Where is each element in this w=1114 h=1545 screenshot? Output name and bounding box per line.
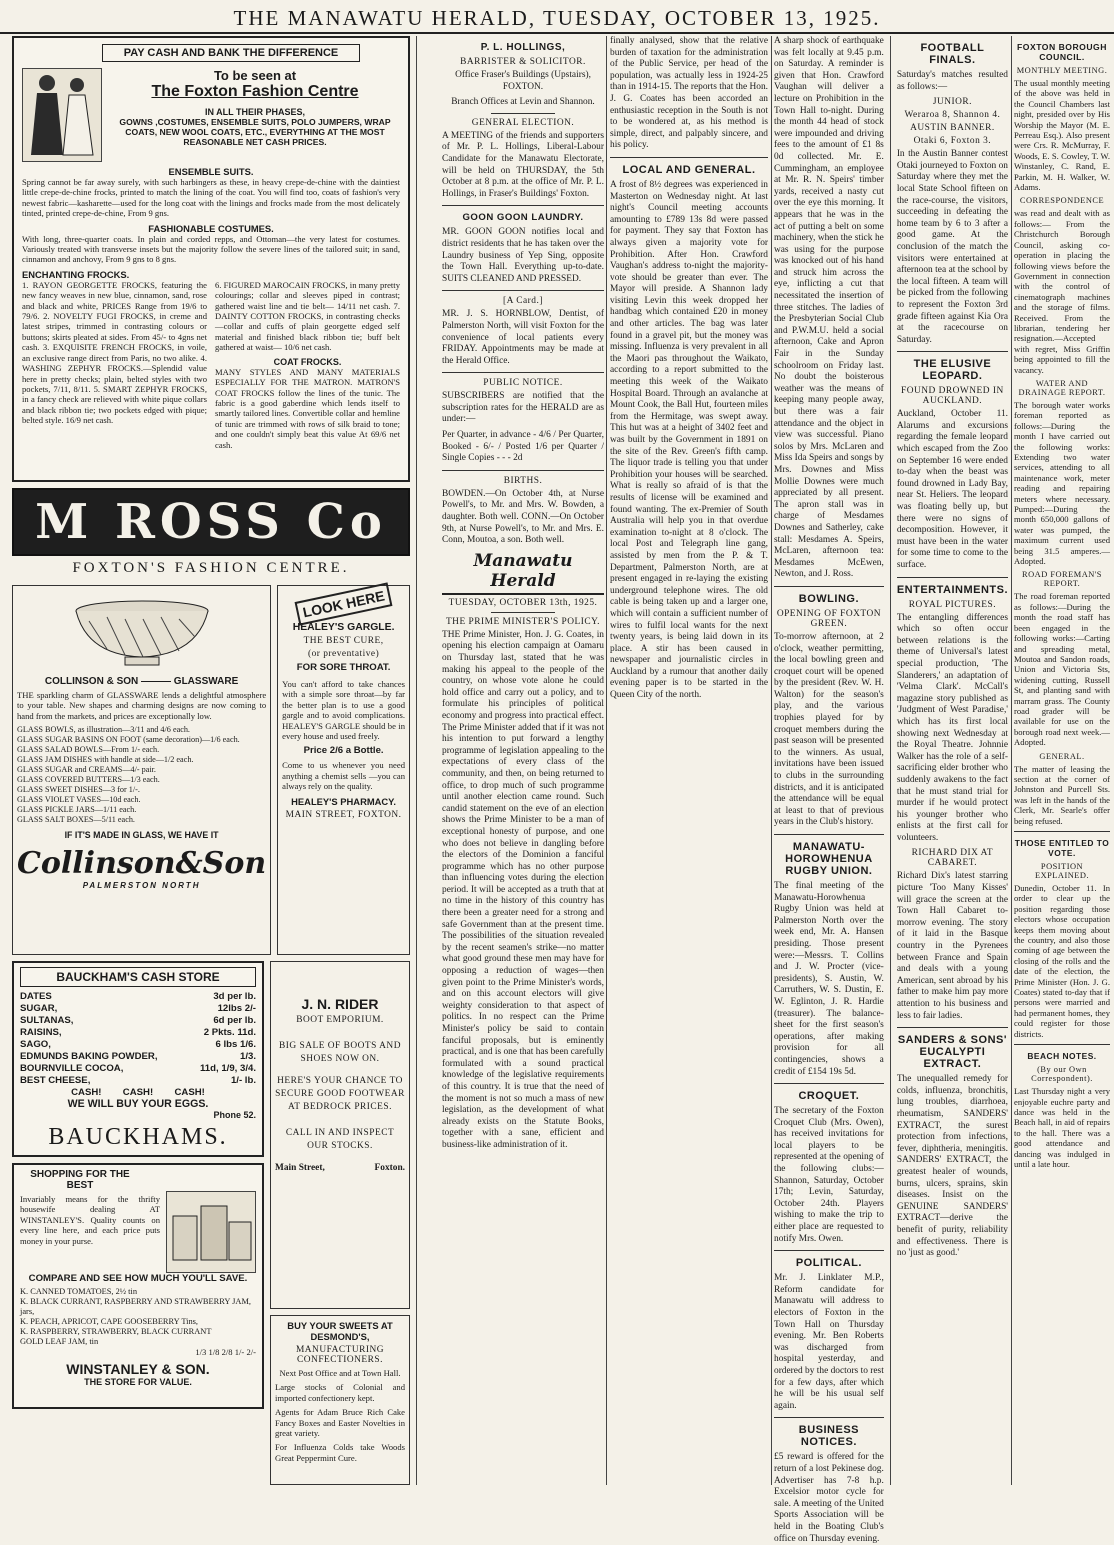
ensemble-text: Spring cannot be far away surely, with such harbingers as these, in heavy crepe-de-chine with the daintiest little crepe-de-chine frocks, printed to match the lining of the coat. You will find too, coats of fashion's very newest fabric—kasharette—used for the long coat with the linings and frocks made from the most delicately tinted, printed crepe-de-chine, From 9 gns. [22,177,400,219]
vote-sub: POSITION EXPLAINED. [1034,862,1090,880]
council-text: The usual monthly meeting of the above was held in the Council Chambers last night, presided over by His Worship the Mayor (M. E. Perreau Esq.). Also present were Crs. R. McMurray, F. Woods, E. S. Cowley, T. W. Winstanley, C. Rand, E. Parkin, M. H. Walker, W. Adams. [1014,78,1110,193]
winstanley-item: GOLD LEAF JAM, tin [20,1337,99,1346]
junior-result: Weraroa 8, Shannon 4. [904,110,1001,121]
price-row: EDMUNDS BAKING POWDER, 1/3. [20,1051,256,1062]
collinson-item: GLASS JAM DISHES with handle at side—1/2 each. [17,755,194,765]
ross-subtitle: FOXTON'S FASHION CENTRE. [72,560,350,576]
collinson-list [17,725,266,825]
fashion-centre-ad [12,36,410,482]
hollings-name: P. L. HOLLINGS, [480,42,566,53]
local-continued: A sharp shock of earthquake was felt locally at 9.45 p.m. on Saturday. A reminder is given that Hon. Crawford Vaughan will deliver a lecture on Prohibition in the Town Hall to-night. During the month 44 head of stock were impounded and driving fees to the amount of £1 8s 0d collected. Mr. E. Cummingham, an employee at Mr. R. N. Speirs' timber yards, received a nasty cut over the eye this morning. It appears that he was in the act of putting a belt on some machinery, when the stick he was using for the purpose was knocked out of his hand and struck him across the eye, inflicting a cut that necessitated the insertion of three stitches. The ladies of the Presbyterian Social Club and P.W.M.U. held a social afternoon, Cake and Apron Fair in the Sunday schoolroom on Friday last. No doubt the boisterous weather was the means of keeping many people away, but there was a fair attendance and the object in view was successful. Piano solos by Mrs. McLaren and Miss Ida Speirs and songs by Mrs. Downes and Miss Mollie Downes were much appreciated by all present. The apron stall was in charge of Mesdames Downes and Satherley, cake stall: Mesdames A. Speirs, McLaren, afternoon tea: Mesdames McEwen, Newton, and J. Ross. [774,36,884,580]
masthead: THE MANAWATU HERALD, TUESDAY, OCTOBER 13, 1925. [0,6,1114,34]
vote-text: Dunedin, October 11. In order to clear up the position regarding those electors whose occupation keeps them moving about the country, and also those coming of age between the closing of the rolls and the date of the election, the Prime Minister (Hon. J. G. Coates) stated to-day that if persons were married and had permanent homes, they could register for those districts. [1014,883,1110,1039]
political-text: Mr. J. Linklater M.P., Reform candidate for Manawatu will address to electors of Foxton in the Town Hall on Thursday evening. Mr. Ben Roberts was discharged from hospital yesterday, and ordered by the doctors to rest for a few days, after which he will be his usual self again. [774,1273,884,1411]
births-text: BOWDEN.—On October 4th, at Nurse Powell's, to Mr. and Mrs. W. Bowden, a daughter. Both well. CONN.—On October 9th, at Nurse Powell's, to Mr. and Mrs. E. Conn, Moutoa, a son. Both well. [442,488,604,546]
dix-head: RICHARD DIX AT CABARET. [911,848,994,869]
business-head: BUSINESS NOTICES. [798,1424,860,1449]
winstanley-title: SHOPPING FOR THE BEST [30,1169,130,1191]
winstanley-ad [12,1163,264,1409]
herald-flag: Manawatu Herald [442,551,604,595]
healeys-text: You can't afford to take chances with a simple sore throat—by far the better plan is to use a good gargle and to avoid complications. HEALEY'S GARGLE should be in every house and used freely. [282,679,405,742]
rider-line: BIG SALE OF BOOTS AND [279,1041,401,1051]
ross-logo: M ROSS Co [12,488,410,556]
collinson-item: GLASS PICKLE JARS—1/11 each. [17,805,137,815]
price-row: BOURNVILLE COCOA, 11d, 1/9, 3/4. [20,1063,256,1074]
price-row: SULTANAS, 6d per lb. [20,1015,256,1026]
laundry-text: MR. GOON GOON notifies local and district residents that he has taken over the Laundry business of Yep Sing, opposite the Town Hall. Everything up-to-date. SUITS CLEANED AND PRESSED. [442,227,604,284]
rider-ad [270,961,410,1309]
healeys-street: MAIN STREET, FOXTON. [285,809,402,820]
fashion-name: The Foxton Fashion Centre [151,83,359,100]
rider-line: OUR STOCKS. [307,1141,373,1151]
winstanley-slogan: THE STORE FOR VALUE. [84,1377,192,1388]
price-row: SAGO, 6 lbs 1/6. [20,1039,256,1050]
price-row: SUGAR, 12lbs 2/- [20,1003,256,1014]
collinson-item: GLASS SALAD BOWLS—From 1/- each. [17,745,160,755]
advert-column [12,36,410,1485]
eucalypti-text: The unequalled remedy for colds, influenza, bronchitis, lung troubles, diarrhoea, rheumatism, SANDERS' EXTRACT, the surest protection from infections, fever, diphtheria, meningitis. SANDERS' EXTRACT, the greatest healer of wounds, burns, ulcers, sprains, skin diseases. Insist on the GENUINE SANDERS' EXTRACT—derive the benefit of purity, reliability and effectiveness. There is no 'just as good.' [896,1074,1008,1259]
ensemble-head: ENSEMBLE SUITS. [168,166,254,177]
column-6 [1014,36,1110,1485]
look-here-stamp: LOOK HERE [295,582,393,625]
editorial-text: THE Prime Minister, Hon. J. G. Coates, in opening his election campaign at Oamaru on Thursday last, stated that he was making his appeal to the people of the country, on whose vote alone he could hold office and carry out a policy, and to formulate his principles of political economy and progress into practical effect. The Prime Minister added that if it was not his intention to put forward a lengthy programme of legislation appealing to the expectations of every class of the community, and then, on being returned to office, to drop much of such programme until another election came round. Such candid statement on the eve of an election shows the Prime Minister to be a man of exceptional honesty of purpose, and one who does not believe in dangling before the electors of the Dominion a fanciful programme which has no other purpose than influencing votes during the election period. It will be accepted as a truth that at no time in the history of this country has there been a greater need for a strong and safe Government than at the present time. The possibilities of the situation revealed by the recent seamen's strike—no matter what good ground these men may have for opposing a reduction of wages—then given point to the Prime Minister's words, and on this account electors will give weighty consideration to that aspect of politics. In no respect can the Prime Minister's policy be said to contain fanciful proposals, but is eminently practical, and is one that has been carefully formulated with a sound practical knowledge of the legislative requirements of this country. It is true that the need of the moment is not so much a mass of new legislation, as the development of what already exists on the Statute Books, together with a sane, efficient and business-like administration of it. [442,629,604,1150]
bauckham-phone: Phone 52. [213,1110,256,1120]
rider-line: SECURE GOOD FOOTWEAR [275,1089,405,1099]
junior-head: JUNIOR. [932,97,972,108]
tins-illustration [166,1191,256,1273]
manawatu-head: MANAWATU-HOROWHENUA RUGBY UNION. [785,841,873,877]
political-head: POLITICAL. [795,1257,862,1270]
fashion-list: GOWNS ,COSTUMES, ENSEMBLE SUITS, POLO JUMPERS, WRAP COATS, NEW WOOL COATS, ETC., EVERYTHING AT THE MOST REASONABLE NET CASH PRICES. [119,117,391,147]
desmond-colds: For Influenza Colds take Woods Great Peppermint Cure. [275,1442,405,1463]
general-head: GENERAL. [1039,751,1085,761]
price-row: DATES 3d per lb. [20,991,256,1002]
beach-text: Last Thursday night a very enjoyable euchre party and dance was held in the Beach hall, in aid of repairs to the hall. There was a good attendance and dancing was indulged in until a late hour. [1014,1086,1110,1169]
leopard-head: THE ELUSIVE LEOPARD. [913,358,992,383]
frocks-left: 1. RAYON GEORGETTE FROCKS, featuring the new fancy weaves in new blue, cinnamon, sand, rose and black and white, PRICES Range from 19/6 to 79/6. 2. NOVELTY FUGI FROCKS, in creme and latest stripes, trimmed in contrasting colours or buttons; skirts pleated at sides. From 45/- to 4gns net cash. 3. EXQUISITE FRENCH FROCKS, in voile, an exclusive range direct from Paris, no two alike. 4. WASHING ZEPHYR FROCKS.—Splendid value here in pretty checks; plain, belted styles with two pockets, 7/11, 8/11. 5. SMART ZEPHYR FROCKS, in a fancy check are relieved with white pique collars and black ribbon tie; two pockets edged with pique; belted style. 16/9 net cash. [22,279,207,426]
desmond-agents: Agents for Adam Bruce Rich Cake Fancy Boxes and Easter Novelties in great variety. [275,1407,405,1439]
ent-sub: ROYAL PICTURES. [908,599,997,610]
bauckham-name: BAUCKHAMS. [48,1124,228,1150]
collinson-item: GLASS SUGAR and CREAMS—4/- pair. [17,765,156,775]
desmond-text: Large stocks of Colonial and imported confectionery kept. [275,1382,405,1403]
column-5 [774,36,1008,1544]
council-sub: MONTHLY MEETING. [1016,66,1108,75]
road-text: The road foreman reported as follows:—During the month the road staff has been engaged in the following works:—Carting and spreading metal, Moutoa and Sandon roads, Union and Victoria Sts, widening cutting, Russell St, and planting sand with marram grass. The County road grader will be available for use on the borough road next week.—Adopted. [1014,591,1110,748]
fashion-illustration [22,68,102,162]
local-text: A frost of 8½ degrees was experienced in Masterton on Wednesday night. At last night's Council meeting accounts amounting to £789 13s 8d were passed for payment. They say that Foxton has always given a majority vote for Prohibition. After Hon. Crawford Vaughan's address to-night the majority-vote should be greater than ever. The Mayor will preside. A Shannon lady visiting Levin this week dropped her handbag which contained £20 in money and other articles. The bag was later found in a gravel pit, but the money was missing. Influenza is very prevalent in all the Maori pas throughout the Waikato, according to a report submitted to the meeting this week of the Waikato Hospital Board. Through an avalanche at Mount Cook, the Ball Hut, fourteen miles from the Hermitage, was swept away. This hut was at a height of 3402 feet and was built by the Government in 1891 on the site of the Rev. Green's fifth camp. The liquor trade is telling you that under Prohibition your houses will be searched. What is really so afraid of is that the results of license will be examined and found wanting. The ex-Premier of South Australia will help you in that overdue examination to-night at 8 o'clock. The local Post and Telegraph line gang, assisted by men from the P. & T. Department, Palmerston North, are at present engaged in re-laying the existing underground telephone wires. The old cable is being taken up and a larger one, which will contain a sufficient number of wires to fulfil local wants for the next twenty years, is being laid down in its place. A stir has been caused in newspaper and journalistic circles in Auckland by a rumour that another daily evening paper is to be started in the Queen City of the north. [610,179,768,701]
column-4 [610,36,768,1485]
desmond-title: BUY YOUR SWEETS AT DESMOND'S, [287,1320,393,1342]
winstanley-item: K. PEACH, APRICOT, CAPE GOOSEBERRY Tins, [20,1317,199,1326]
bauckham-ad [12,961,264,1157]
hollings-office: Office Fraser's Buildings (Upstairs), FOXTON. [455,70,591,92]
winstanley-text: Invariably means for the thrifty housewife dealing AT WINSTANLEY'S. Quality counts on every line here, and each price puts money in your purse. [20,1194,160,1246]
winstanley-prices: 1/3 1/8 2/8 1/- 2/- [195,1347,256,1357]
frocks-right: 6. FIGURED MAROCAIN FROCKS, in many pretty colourings; collar and sleeves piped in contrast; gathered waist line and tie belt— 14/11 net cash. 7. DAINTY COTTON FROCKS, in contrasting checks—collar and cuffs of plain georgette edged self material and finished black ribbon tie; buff belt gathered at waist— 10/6 net cash. [215,279,400,353]
rider-street: Main Street, [275,1163,325,1173]
rider-line: SHOES NOW ON. [300,1054,380,1064]
collinson-item: GLASS BOWLS, as illustration—3/11 and 4/6 each. [17,725,190,735]
collinson-item: GLASS SUGAR BASINS ON FOOT (same decoration)—1/6 each. [17,735,240,745]
healeys-title: HEALEY'S GARGLE. [292,622,395,633]
ent-text: The entangling differences which so often occur between relations is the theme of Universal's latest special production, 'The Slanderers,' an adaptation of 'Velma Clark'. McCall's magazine story published as 'Judgment of West Paradise,' which has its first local showing next Wednesday at the Royal Theatre. Johnnie Walker has the role of a self-sacrificing elder brother who suddenly awakens to the fact that he must stand trial for murder if he would protect his younger brother who enlists at the first call for volunteers. [896,612,1008,843]
notice-head: PUBLIC NOTICE. [483,378,563,389]
glass-bowl-illustration [17,590,266,676]
fashionable-text: With long, three-quarter coats. In plain and corded repps, and Ottoman—the very latest for costumes. Variously treated with transverse insets but the majority follow the severe lines of the tailored suit; in sand, cinnamon and anchovy, From 9 gns to 8 gns. [22,233,400,265]
price-row: RAISINS, 2 Pkts. 11d. [20,1027,256,1038]
fashionable-head: FASHIONABLE COSTUMES. [148,222,274,234]
continued-text: finally analysed, show that the relative burden of taxation for the administration of the Public Service, per head of the population, was actually less in 1924-25 than in 1914-15. The reports that the Hon. J. G. Coates has been accorded an enthusiastic reception in the South is not to be wondered at, as his method is simple, direct, and palpably sincere, and his policy. [610,36,768,151]
column-rule [416,36,417,1485]
council-head: FOXTON BOROUGH COUNCIL. [1017,42,1107,62]
column-rule [606,36,607,1485]
winstanley-item: K. RASPBERRY, STRAWBERRY, BLACK CURRANT [20,1327,212,1336]
ent-head: ENTERTAINMENTS. [896,583,1008,596]
corr-head: CORRESPONDENCE [1019,196,1105,206]
leopard-text: Auckland, October 11. Alarums and excursions regarding the female leopard which escaped from the Zoo on September 16 were ended to-day when the beast was found drowned in Lady Bay, near St. Heliers. The leopard was floating belly up, but there were no signs of decomposition. However, it must have been in the water for some time to come to the surface. [896,409,1008,570]
desmond-ad [270,1315,410,1485]
rates: Per Quarter, in advance - 4/6 / Per Quarter, Booked - 6/- / Posted 1/6 per Quarter / Single Copies - - - 2d [442,430,604,464]
rider-town: Foxton. [374,1163,405,1173]
vote-head: THOSE ENTITLED TO VOTE. [1014,838,1110,858]
winstanley-name: WINSTANLEY & SON. [66,1361,210,1378]
manawatu-text: The final meeting of the Manawatu-Horowhenua Rugby Union was held at Palmerston North over the week end, Mr. A. Hansen presiding. Those present were:—Messrs. T. Collins and J. W. Procter (vice-presidents), S. Austin, W. Carruthers, W. S. Dustin, E. W. Eglinton, J. R. Hardie (treasurer). The balance-sheet for the first season's operations, after making provision for all contingencies, shows a credit of £154 19s 5d. [774,881,884,1077]
hollings-branch: Branch Offices at Levin and Shannon. [451,97,595,108]
price-row: BEST CHEESE, 1/- lb. [20,1075,256,1086]
rider-line: HERE'S YOUR CHANCE TO [277,1076,403,1086]
collinson-item: GLASS SALT BOXES—5/11 each. [17,815,135,825]
healeys-for: FOR SORE THROAT. [296,662,391,673]
dix-text: Richard Dix's latest starring picture 'Too Many Kisses' will grace the screen at the Town Hall Cabaret to-morrow evening. The story of it laid in the Basque country in the Pyrenees between France and Spain and deals with a young American, sent abroad by his father to make him pay more attention to his business and less to fair ladies. [896,871,1008,1021]
collinson-item: GLASS COVERED BUTTERS—1/3 each. [17,775,160,785]
bauckham-title: BAUCKHAM'S CASH STORE [20,967,256,987]
bauckham-cash: CASH! CASH! CASH! [71,1087,205,1098]
healeys-prev: (or preventative) [307,649,380,659]
rider-title: J. N. RIDER [301,996,379,1012]
column-rule [771,36,772,1485]
election-text: A MEETING of the friends and supporters of Mr. P. L. Hollings, Liberal-Labour Candidate for the Manawatu Electorate, will be held on THURSDAY, the 5th October at 8 p.m. at the office of Mr. P. L. Hollings, in Fraser's Buildings' Foxton. [442,130,604,199]
healeys-pharmacy: HEALEY'S PHARMACY. [291,795,397,807]
healeys-ad [277,585,410,955]
collinson-ad [12,585,271,955]
corr-text: was read and dealt with as follows:— From the Christchurch Borough Council, asking co-operation in placing the following views before the Government in connection with the control of cinematograph machines and the storage of films. Received. From the librarian, tendering her resignation.—Accepted with regret, Miss Griffin being appointed to fill the vacancy. [1014,208,1110,375]
beach-sub: (By our Own Correspondent). [1031,1065,1093,1084]
winstanley-item: K. BLACK CURRANT, RASPBERRY AND STRAWBERRY JAM, jars, [20,1297,251,1316]
healeys-cure: THE BEST CURE, [303,636,384,646]
rider-line: AT BEDROCK PRICES. [288,1102,392,1112]
healeys-price: Price 2/6 a Bottle. [303,745,384,757]
croquet-head: CROQUET. [798,1090,860,1103]
football-head: FOOTBALL FINALS. [920,42,985,66]
winstanley-item: K. CANNED TOMATOES, 2½ tin [20,1287,138,1296]
column-rule [1011,36,1012,1485]
eucalypti-head: SANDERS & SONS' EUCALYPTI EXTRACT. [897,1034,1007,1071]
banner-result: Otaki 6, Foxton 3. [913,136,992,147]
local-head: LOCAL AND GENERAL. [622,163,756,176]
business-text: £5 reward is offered for the return of a lost Pekinese dog. Advertiser has 7-8 h.p. Excelsior motor cycle for sale. A meeting of the United Sports Association will be held in the Boating Club's office on Thursday evening. [774,1452,884,1544]
collinson-item: GLASS VIOLET VASES—10d each. [17,795,141,805]
notice-text: SUBSCRIBERS are notified that the subscription rates for the HERALD are as under:— [442,391,604,425]
election-head: GENERAL ELECTION. [471,117,575,128]
water-text: The borough water works foreman reported as follows:—During the month I have carried out the following works: Extending two water services, attending to all maintenance work, meter reading and repairing meters where necessary. Pumped:—During the month 650,000 gallons of water was pumped, the maximum current used being 31.5 amperes.—Adopted. [1014,399,1110,567]
banner-head: AUSTIN BANNER. [910,123,995,134]
collinson-item: GLASS SWEET DISHES—3 for 1/-. [17,785,140,795]
beach-head: BEACH NOTES. [1027,1051,1097,1062]
coat-text: MANY STYLES AND MANY MATERIALS ESPECIALLY FOR THE MATRON. MATRON'S COAT FROCKS follow the lines of the tunic. The fabric is a good gaberdine which lends itself to smartly tailored lines. Convertible collar and hemline of tunic are trimmed with rows of silk braid to tone; and one couldn't simply beat this value At 69/6 net cash. [215,366,400,450]
collinson-logo: Collinson&Son [17,846,267,882]
frocks-head: ENCHANTING FROCKS. [22,268,130,280]
column-3 [442,36,604,1485]
general-text: The matter of leasing the section at the corner of Johnston and Purcell Sts. was left in the hands of the Clerk, Mr. Searle's offer being refused. [1014,763,1110,826]
healeys-text2: Come to us whenever you need anything a chemist sells —you can always rely on the quality. [282,760,405,792]
collinson-intro: THE sparkling charm of GLASSWARE lends a delightful atmosphere to your table. New shapes and charming designs are now coming to hand from the markets, and prices are exceptionally low. [17,690,267,721]
fashion-seen: To be seen at [213,68,297,83]
editorial-head: THE PRIME MINISTER'S POLICY. [445,616,601,627]
fashion-phases: IN ALL THEIR PHASES, [204,107,305,117]
road-head: ROAD FOREMAN'S REPORT. [1022,570,1102,589]
laundry-head: GOON GOON LAUNDRY. [462,212,584,224]
coat-head: COAT FROCKS. [273,356,342,367]
rider-line: CALL IN AND INSPECT [285,1128,395,1138]
rider-sub: BOOT EMPORIUM. [296,1015,384,1025]
croquet-text: The secretary of the Foxton Croquet Club (Mrs. Owen), has received invitations for local players to be represented at the opening of the following clubs:—Shannon, Saturday, October 17th; Levin, Saturday, October 24th. Players wishing to make the trip to either place are requested to notify Mrs. Owen. [774,1106,884,1244]
collinson-footer: IF IT'S MADE IN GLASS, WE HAVE IT [64,830,219,841]
fashion-banner: PAY CASH AND BANK THE DIFFERENCE [102,44,360,62]
water-head: WATER AND DRAINAGE REPORT. [1018,378,1106,397]
births-head: BIRTHS. [503,475,543,486]
desmond-sub: MANUFACTURING CONFECTIONERS. [295,1345,385,1365]
collinson-title: COLLINSON & SON ——— GLASSWARE [44,676,239,687]
bowling-text: To-morrow afternoon, at 2 o'clock, weather permitting, the local bowling green and croquet court will be opened by the president (Rev. W. H. Walton) for the season's play, and the various trophies played for by croquet members during the past season will be presented to the winners. As usual, invitations have been issued to clubs in the surrounding districts, and it is anticipated the attendance will be equal at least to that of previous years in the Club's history. [774,631,884,828]
bowling-head: BOWLING. [798,592,860,605]
bowling-sub: OPENING OF FOXTON GREEN. [776,608,881,629]
leopard-sub: FOUND DROWNED IN AUCKLAND. [901,386,1004,407]
football-intro: Saturday's matches resulted as follows:— [896,70,1008,92]
winstanley-compare: COMPARE AND SEE HOW MUCH YOU'LL SAVE. [28,1273,248,1284]
desmond-addr: Next Post Office and at Town Hall. [279,1368,401,1378]
football-text: In the Austin Banner contest Otaki journeyed to Foxton on Saturday where they met the local State School fifteen on the race-course, the visitors, succeeding in defeating the home team by 6 to 3 after a good game. At the conclusion of the match the visitors were entertained at afternoon tea at the school by the local fifteen. A team will be picked from the following to represent the Foxton 3rd grade fifteen against Kia Ora at the racecourse on Saturday. [896,149,1008,345]
card-text: MR. J. S. HORNBLOW, Dentist, of Palmerston North, will visit Foxton for the convenience of local patients every FRIDAY. Appointments may be made at the Herald Office. [442,309,604,366]
hollings-title: BARRISTER & SOLICITOR. [460,57,586,67]
bauckham-eggs: WE WILL BUY YOUR EGGS. [67,1098,209,1110]
winstanley-items [20,1287,256,1347]
card-head: [A Card.] [503,296,543,307]
edition-date: TUESDAY, OCTOBER 13th, 1925. [448,597,598,608]
collinson-city: PALMERSTON NORTH [82,881,201,891]
